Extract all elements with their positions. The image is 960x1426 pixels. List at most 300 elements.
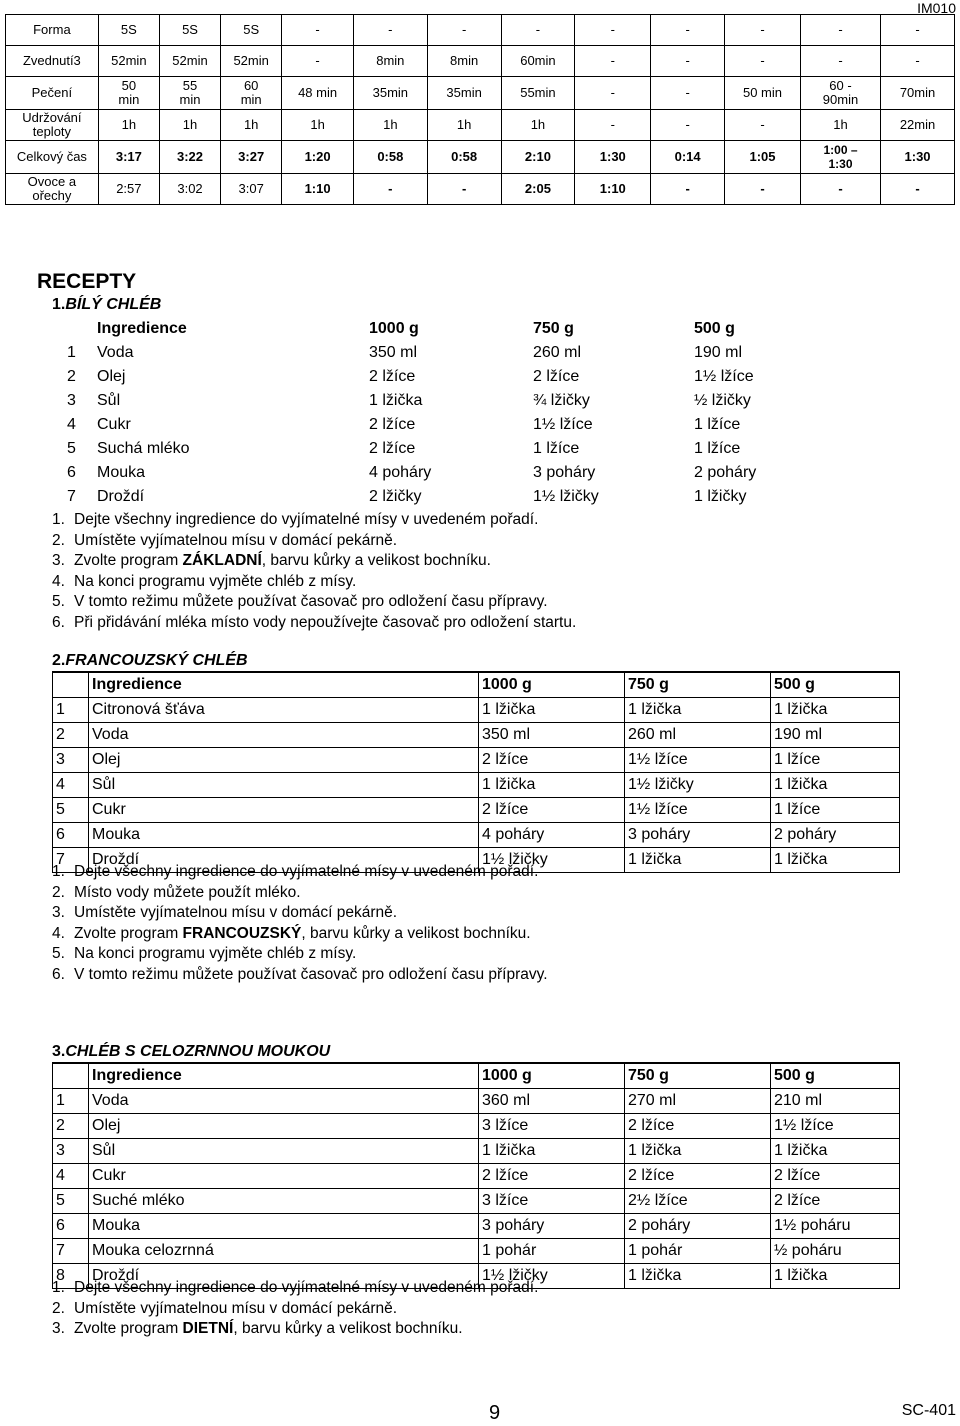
- document-code: IM010: [917, 0, 956, 16]
- table-row: [64, 365, 804, 389]
- row-number: 3: [53, 748, 89, 773]
- amount-cell: 2 lžíce: [369, 440, 416, 457]
- amount-cell: 210 ml: [771, 1089, 900, 1114]
- program-cell: -: [725, 46, 801, 77]
- amount-cell: ½ poháru: [771, 1239, 900, 1264]
- table-row: [64, 461, 804, 485]
- ingredient-name: Mouka: [97, 464, 146, 481]
- program-cell: 1h: [282, 110, 354, 141]
- ingredient-name: Voda: [89, 1089, 479, 1114]
- header-cell: 750 g: [625, 672, 771, 698]
- step-item: [52, 1299, 538, 1320]
- step-text: Na konci programu vyjměte chléb z mísy.: [74, 945, 357, 962]
- program-cell: 1:30: [881, 141, 955, 174]
- table-row: [64, 341, 804, 365]
- program-row: [6, 15, 955, 46]
- program-cell: 0:58: [427, 141, 501, 174]
- ingredient-name: Droždí: [89, 848, 479, 873]
- program-name: ZÁKLADNÍ: [182, 552, 262, 569]
- header-cell: [64, 317, 94, 341]
- program-row: [6, 174, 955, 205]
- program-cell: -: [725, 15, 801, 46]
- step-item: [52, 862, 548, 883]
- program-cell: -: [881, 15, 955, 46]
- recipe-1-name: BÍLÝ CHLÉB: [65, 296, 162, 313]
- amount-cell: 1½ lžičky: [479, 1264, 625, 1289]
- program-cell: -: [725, 110, 801, 141]
- step-text: Umístěte vyjímatelnou mísu v domácí pekárně.: [74, 1299, 398, 1317]
- row-number: 4: [67, 416, 76, 433]
- ingredient-name: Mouka: [89, 1214, 479, 1239]
- row-number: 4: [53, 773, 89, 798]
- row-number: 4: [53, 1164, 89, 1189]
- recipe-1-table: [64, 317, 804, 509]
- amount-cell: 1 lžička: [479, 1139, 625, 1164]
- amount-cell: 2 lžíce: [479, 1164, 625, 1189]
- program-cell: -: [651, 110, 725, 141]
- page-number: 9: [489, 1402, 501, 1424]
- amount-cell: 1 lžička: [625, 698, 771, 723]
- program-cell: 1:00 – 1:30: [800, 141, 880, 174]
- step-number: 5.: [52, 593, 65, 610]
- amount-cell: 3 lžíce: [479, 1189, 625, 1214]
- ingredient-name: Droždí: [89, 1264, 479, 1289]
- program-row: [6, 141, 955, 174]
- program-cell: 1h: [353, 110, 427, 141]
- recipe-2-title: [52, 652, 248, 670]
- amount-cell: 2 poháry: [625, 1214, 771, 1239]
- program-cell: -: [575, 110, 651, 141]
- amount-cell: 1½ lžíce: [771, 1114, 900, 1139]
- step-number: 1.: [52, 511, 65, 528]
- amount-cell: 1½ lžíce: [625, 798, 771, 823]
- program-cell: 3:07: [221, 174, 282, 205]
- header-cell: Ingredience: [97, 320, 187, 337]
- amount-cell: 2 lžíce: [771, 1189, 900, 1214]
- header-cell: 500 g: [771, 672, 900, 698]
- program-cell: 22min: [881, 110, 955, 141]
- amount-cell: 1 lžičky: [694, 488, 747, 505]
- row-number: 7: [53, 1239, 89, 1264]
- amount-cell: 1 lžička: [771, 1139, 900, 1164]
- amount-cell: 1½ lžičky: [533, 488, 599, 505]
- program-cell: 55min: [501, 77, 575, 110]
- amount-cell: 4 poháry: [369, 464, 432, 481]
- ingredient-name: Cukr: [97, 416, 131, 433]
- ingredient-name: Voda: [97, 344, 134, 361]
- program-cell: 1:20: [282, 141, 354, 174]
- program-cell: 1h: [221, 110, 282, 141]
- amount-cell: 3 lžíce: [479, 1114, 625, 1139]
- program-cell: -: [800, 15, 880, 46]
- amount-cell: 1 pohár: [625, 1239, 771, 1264]
- row-number: 2: [53, 1114, 89, 1139]
- step-number: 6.: [52, 613, 65, 631]
- program-cell: 2:10: [501, 141, 575, 174]
- row-number: 7: [53, 848, 89, 873]
- amount-cell: 1 lžíce: [694, 440, 741, 457]
- amount-cell: ½ lžičky: [694, 392, 751, 409]
- amount-cell: 2 poháry: [771, 823, 900, 848]
- model-number: SC-401: [901, 1402, 956, 1419]
- header-cell: [53, 1063, 89, 1089]
- table-row: [53, 773, 900, 798]
- step-text: Umístěte vyjímatelnou mísu v domácí pekárně.: [74, 531, 398, 549]
- amount-cell: 1 lžička: [625, 1264, 771, 1289]
- step-text: V tomto režimu můžete používat časovač pro odložení času přípravy.: [74, 965, 548, 983]
- recipe-3-table: [52, 1062, 900, 1289]
- amount-cell: 1 pohár: [479, 1239, 625, 1264]
- ingredient-name: Citronová šťáva: [89, 698, 479, 723]
- amount-cell: 1½ lžíce: [533, 416, 593, 433]
- program-cell: -: [282, 15, 354, 46]
- amount-cell: 190 ml: [694, 344, 743, 361]
- program-cell: -: [881, 174, 955, 205]
- program-cell: 2:57: [98, 174, 159, 205]
- recipe-1-steps: [52, 510, 576, 633]
- step-text: Místo vody můžete použít mléko.: [74, 883, 301, 901]
- program-cell: 3:02: [159, 174, 220, 205]
- program-cell: 1:05: [725, 141, 801, 174]
- step-item: [52, 1278, 538, 1299]
- ingredient-name: Sůl: [89, 1139, 479, 1164]
- table-row: [53, 1164, 900, 1189]
- ingredient-name: Sůl: [97, 392, 121, 409]
- amount-cell: 270 ml: [625, 1089, 771, 1114]
- program-cell: 5S: [221, 15, 282, 46]
- header-cell: 750 g: [625, 1063, 771, 1089]
- amount-cell: 350 ml: [369, 344, 418, 361]
- program-row-label: Celkový čas: [6, 141, 99, 174]
- row-number: 5: [53, 798, 89, 823]
- step-text: Zvolte program: [74, 552, 183, 569]
- section-title: RECEPTY: [37, 270, 137, 293]
- program-cell: 8min: [353, 46, 427, 77]
- program-cell: 1h: [800, 110, 880, 141]
- row-number: 5: [67, 440, 76, 457]
- step-number: 4.: [52, 572, 65, 590]
- program-row-label: Forma: [6, 15, 99, 46]
- program-cell: 55 min: [159, 77, 220, 110]
- step-item: [52, 531, 576, 552]
- step-text-end: , barvu kůrky a velikost bochníku.: [301, 924, 531, 942]
- step-text: Při přidávání mléka místo vody nepoužívejte časovač pro odložení startu.: [74, 613, 577, 631]
- recipe-3-number: 3.: [52, 1043, 66, 1060]
- table-row: [53, 1139, 900, 1164]
- program-cell: 60min: [501, 46, 575, 77]
- amount-cell: 2½ lžíce: [625, 1189, 771, 1214]
- program-cell: 60 min: [221, 77, 282, 110]
- step-text: Dejte všechny ingredience do vyjímatelné mísy v uvedeném pořadí.: [74, 1279, 539, 1296]
- step-number: 3.: [52, 1320, 65, 1337]
- amount-cell: 1½ lžíce: [694, 368, 754, 385]
- program-cell: 52min: [98, 46, 159, 77]
- program-cell: -: [651, 15, 725, 46]
- amount-cell: 1 lžička: [771, 848, 900, 873]
- amount-cell: 1½ lžíce: [625, 748, 771, 773]
- ingredient-name: Suché mléko: [89, 1189, 479, 1214]
- program-row-label: Udržování teploty: [6, 110, 99, 141]
- program-cell: 35min: [427, 77, 501, 110]
- header-cell: 1000 g: [479, 1063, 625, 1089]
- program-cell: -: [353, 15, 427, 46]
- amount-cell: 190 ml: [771, 723, 900, 748]
- table-row: [53, 1189, 900, 1214]
- step-item: [52, 965, 548, 986]
- program-cell: 5S: [98, 15, 159, 46]
- step-text-end: , barvu kůrky a velikost bochníku.: [261, 552, 491, 569]
- step-item: [52, 510, 576, 531]
- header-cell: 500 g: [771, 1063, 900, 1089]
- row-number: 7: [67, 488, 76, 505]
- program-row: [6, 77, 955, 110]
- step-item: [52, 944, 548, 965]
- header-cell: 1000 g: [479, 672, 625, 698]
- table-row: [64, 413, 804, 437]
- program-cell: 35min: [353, 77, 427, 110]
- program-cell: 1h: [427, 110, 501, 141]
- step-text: Zvolte program: [74, 1320, 183, 1337]
- row-number: 6: [53, 1214, 89, 1239]
- ingredient-name: Sůl: [89, 773, 479, 798]
- program-cell: -: [651, 174, 725, 205]
- recipe-2-number: 2.: [52, 652, 66, 669]
- step-number: 6.: [52, 965, 65, 983]
- header-cell: Ingredience: [89, 1063, 479, 1089]
- table-row: [64, 485, 804, 509]
- program-row-label: Pečení: [6, 77, 99, 110]
- recipe-3-name: CHLÉB S CELOZRNNOU MOUKOU: [65, 1043, 331, 1060]
- program-cell: 5S: [159, 15, 220, 46]
- program-cell: 70min: [881, 77, 955, 110]
- amount-cell: 1 lžíce: [771, 748, 900, 773]
- amount-cell: 2 lžíce: [533, 368, 580, 385]
- step-item: [52, 883, 548, 904]
- recipe-2-table: [52, 671, 900, 873]
- table-row: [53, 1214, 900, 1239]
- amount-cell: 1 lžička: [771, 773, 900, 798]
- program-cell: -: [651, 46, 725, 77]
- program-cell: 3:22: [159, 141, 220, 174]
- program-cell: 2:05: [501, 174, 575, 205]
- table-row: [53, 698, 900, 723]
- table-row: [64, 389, 804, 413]
- header-cell: 1000 g: [369, 320, 419, 337]
- amount-cell: 3 pohárу: [479, 1214, 625, 1239]
- amount-cell: 2 lžíce: [771, 1164, 900, 1189]
- ingredient-name: Olej: [89, 1114, 479, 1139]
- row-number: 2: [67, 368, 76, 385]
- step-number: 1.: [52, 1279, 65, 1296]
- amount-cell: 360 ml: [479, 1089, 625, 1114]
- row-number: 8: [53, 1264, 89, 1289]
- step-item: [52, 903, 548, 924]
- amount-cell: 1 lžička: [479, 698, 625, 723]
- program-cell: -: [575, 77, 651, 110]
- amount-cell: 260 ml: [625, 723, 771, 748]
- amount-cell: 1 lžíce: [694, 416, 741, 433]
- amount-cell: 1 lžička: [369, 392, 423, 409]
- row-number: 6: [67, 464, 76, 481]
- row-number: 3: [67, 392, 76, 409]
- row-number: 1: [67, 344, 76, 361]
- row-number: 6: [53, 823, 89, 848]
- program-cell: -: [800, 46, 880, 77]
- program-cell: -: [651, 77, 725, 110]
- amount-cell: 2 lžíce: [369, 416, 416, 433]
- program-cell: -: [575, 15, 651, 46]
- amount-cell: 3 poháry: [533, 464, 596, 481]
- row-number: 5: [53, 1189, 89, 1214]
- row-number: 1: [53, 698, 89, 723]
- program-cell: 3:27: [221, 141, 282, 174]
- recipe-2-name: FRANCOUZSKÝ CHLÉB: [65, 652, 248, 669]
- program-cell: 8min: [427, 46, 501, 77]
- step-item: [52, 613, 576, 634]
- ingredient-name: Voda: [89, 723, 479, 748]
- ingredient-name: Cukr: [89, 798, 479, 823]
- row-number: 2: [53, 723, 89, 748]
- table-row: [53, 1239, 900, 1264]
- program-cell: 1:10: [575, 174, 651, 205]
- program-cell: -: [881, 46, 955, 77]
- program-cell: 3:17: [98, 141, 159, 174]
- amount-cell: 1 lžička: [771, 698, 900, 723]
- step-number: 2.: [52, 531, 65, 549]
- step-text: Dejte všechny ingredience do vyjímatelné mísy v uvedeném pořadí.: [74, 863, 539, 880]
- step-item: [52, 924, 548, 945]
- amount-cell: 1 lžíce: [771, 798, 900, 823]
- amount-cell: 1 lžička: [625, 848, 771, 873]
- program-name: FRANCOUZSKÝ: [182, 924, 302, 942]
- recipe-3-title: [52, 1043, 330, 1061]
- program-row: [6, 46, 955, 77]
- program-cell: 1h: [501, 110, 575, 141]
- program-cell: -: [282, 46, 354, 77]
- table-row: [53, 723, 900, 748]
- amount-cell: 1½ lžičky: [479, 848, 625, 873]
- program-cell: -: [427, 15, 501, 46]
- program-cell: 50 min: [725, 77, 801, 110]
- step-number: 2.: [52, 883, 65, 901]
- header-cell: 500 g: [694, 320, 735, 337]
- step-item: [52, 592, 576, 613]
- step-number: 1.: [52, 863, 65, 880]
- table-row: [53, 1089, 900, 1114]
- program-cell: 60 - 90min: [800, 77, 880, 110]
- amount-cell: 1 lžička: [479, 773, 625, 798]
- amount-cell: 2 lžíce: [479, 748, 625, 773]
- header-cell: Ingredience: [89, 672, 479, 698]
- step-number: 3.: [52, 904, 65, 921]
- amount-cell: 2 lžíce: [625, 1164, 771, 1189]
- program-cell: -: [501, 15, 575, 46]
- step-text: Na konci programu vyjměte chléb z mísy.: [74, 572, 357, 590]
- amount-cell: 1½ poháru: [771, 1214, 900, 1239]
- ingredient-name: Suchá mléko: [97, 440, 190, 457]
- recipe-3-steps: [52, 1278, 538, 1340]
- table-row: [53, 798, 900, 823]
- program-cell: 52min: [159, 46, 220, 77]
- program-cell: 1:10: [282, 174, 354, 205]
- amount-cell: 2 lžíce: [625, 1114, 771, 1139]
- program-cell: 1h: [98, 110, 159, 141]
- amount-cell: 260 ml: [533, 344, 582, 361]
- ingredient-name: Olej: [89, 748, 479, 773]
- amount-cell: 2 lžíce: [369, 368, 416, 385]
- amount-cell: 2 lžíce: [479, 798, 625, 823]
- table-row: [53, 748, 900, 773]
- amount-cell: 1 lžička: [625, 1139, 771, 1164]
- program-cell: -: [353, 174, 427, 205]
- table-row: [64, 437, 804, 461]
- table-header-row: [53, 672, 900, 698]
- step-text: Zvolte program: [74, 924, 183, 942]
- step-text: Dejte všechny ingredience do vyjímatelné mísy v uvedeném pořadí.: [74, 511, 539, 528]
- program-cell: -: [725, 174, 801, 205]
- step-number: 3.: [52, 552, 65, 569]
- program-cell: 52min: [221, 46, 282, 77]
- step-item: [52, 551, 576, 572]
- amount-cell: 2 poháry: [694, 464, 757, 481]
- program-cell: -: [575, 46, 651, 77]
- header-cell: 750 g: [533, 320, 574, 337]
- step-number: 2.: [52, 1299, 65, 1317]
- program-cell: 48 min: [282, 77, 354, 110]
- amount-cell: 2 lžičky: [369, 488, 422, 505]
- program-name: DIETNÍ: [182, 1320, 234, 1337]
- step-item: [52, 572, 576, 593]
- program-table: [5, 14, 955, 205]
- program-cell: 0:14: [651, 141, 725, 174]
- table-row: [53, 1114, 900, 1139]
- amount-cell: ¾ lžičky: [533, 392, 590, 409]
- table-row: [53, 823, 900, 848]
- step-number: 4.: [52, 924, 65, 942]
- recipe-1-title: [52, 296, 161, 314]
- step-text-end: , barvu kůrky a velikost bochníku.: [233, 1320, 463, 1337]
- ingredient-name: Olej: [97, 368, 126, 385]
- step-text: Umístěte vyjímatelnou mísu v domácí pekárně.: [74, 904, 398, 921]
- row-number: 1: [53, 1089, 89, 1114]
- ingredient-name: Cukr: [89, 1164, 479, 1189]
- ingredient-name: Mouka: [89, 823, 479, 848]
- program-cell: 0:58: [353, 141, 427, 174]
- table-header-row: [53, 1063, 900, 1089]
- step-item: [52, 1319, 538, 1340]
- header-cell: [53, 672, 89, 698]
- recipe-2-steps: [52, 862, 548, 985]
- row-number: 3: [53, 1139, 89, 1164]
- amount-cell: 1½ lžičky: [625, 773, 771, 798]
- program-cell: 1h: [159, 110, 220, 141]
- step-number: 5.: [52, 945, 65, 962]
- amount-cell: 1 lžíce: [533, 440, 580, 457]
- ingredient-name: Droždí: [97, 488, 145, 505]
- recipe-1-number: 1.: [52, 296, 66, 313]
- amount-cell: 3 poháry: [625, 823, 771, 848]
- table-header-row: [64, 317, 804, 341]
- program-cell: -: [800, 174, 880, 205]
- amount-cell: 1 lžička: [771, 1264, 900, 1289]
- step-text: V tomto režimu můžete používat časovač pro odložení času přípravy.: [74, 593, 548, 610]
- program-row-label: Zvednutí3: [6, 46, 99, 77]
- amount-cell: 350 ml: [479, 723, 625, 748]
- program-cell: 50 min: [98, 77, 159, 110]
- program-row: [6, 110, 955, 141]
- program-row-label: Ovoce a ořechy: [6, 174, 99, 205]
- program-cell: 1:30: [575, 141, 651, 174]
